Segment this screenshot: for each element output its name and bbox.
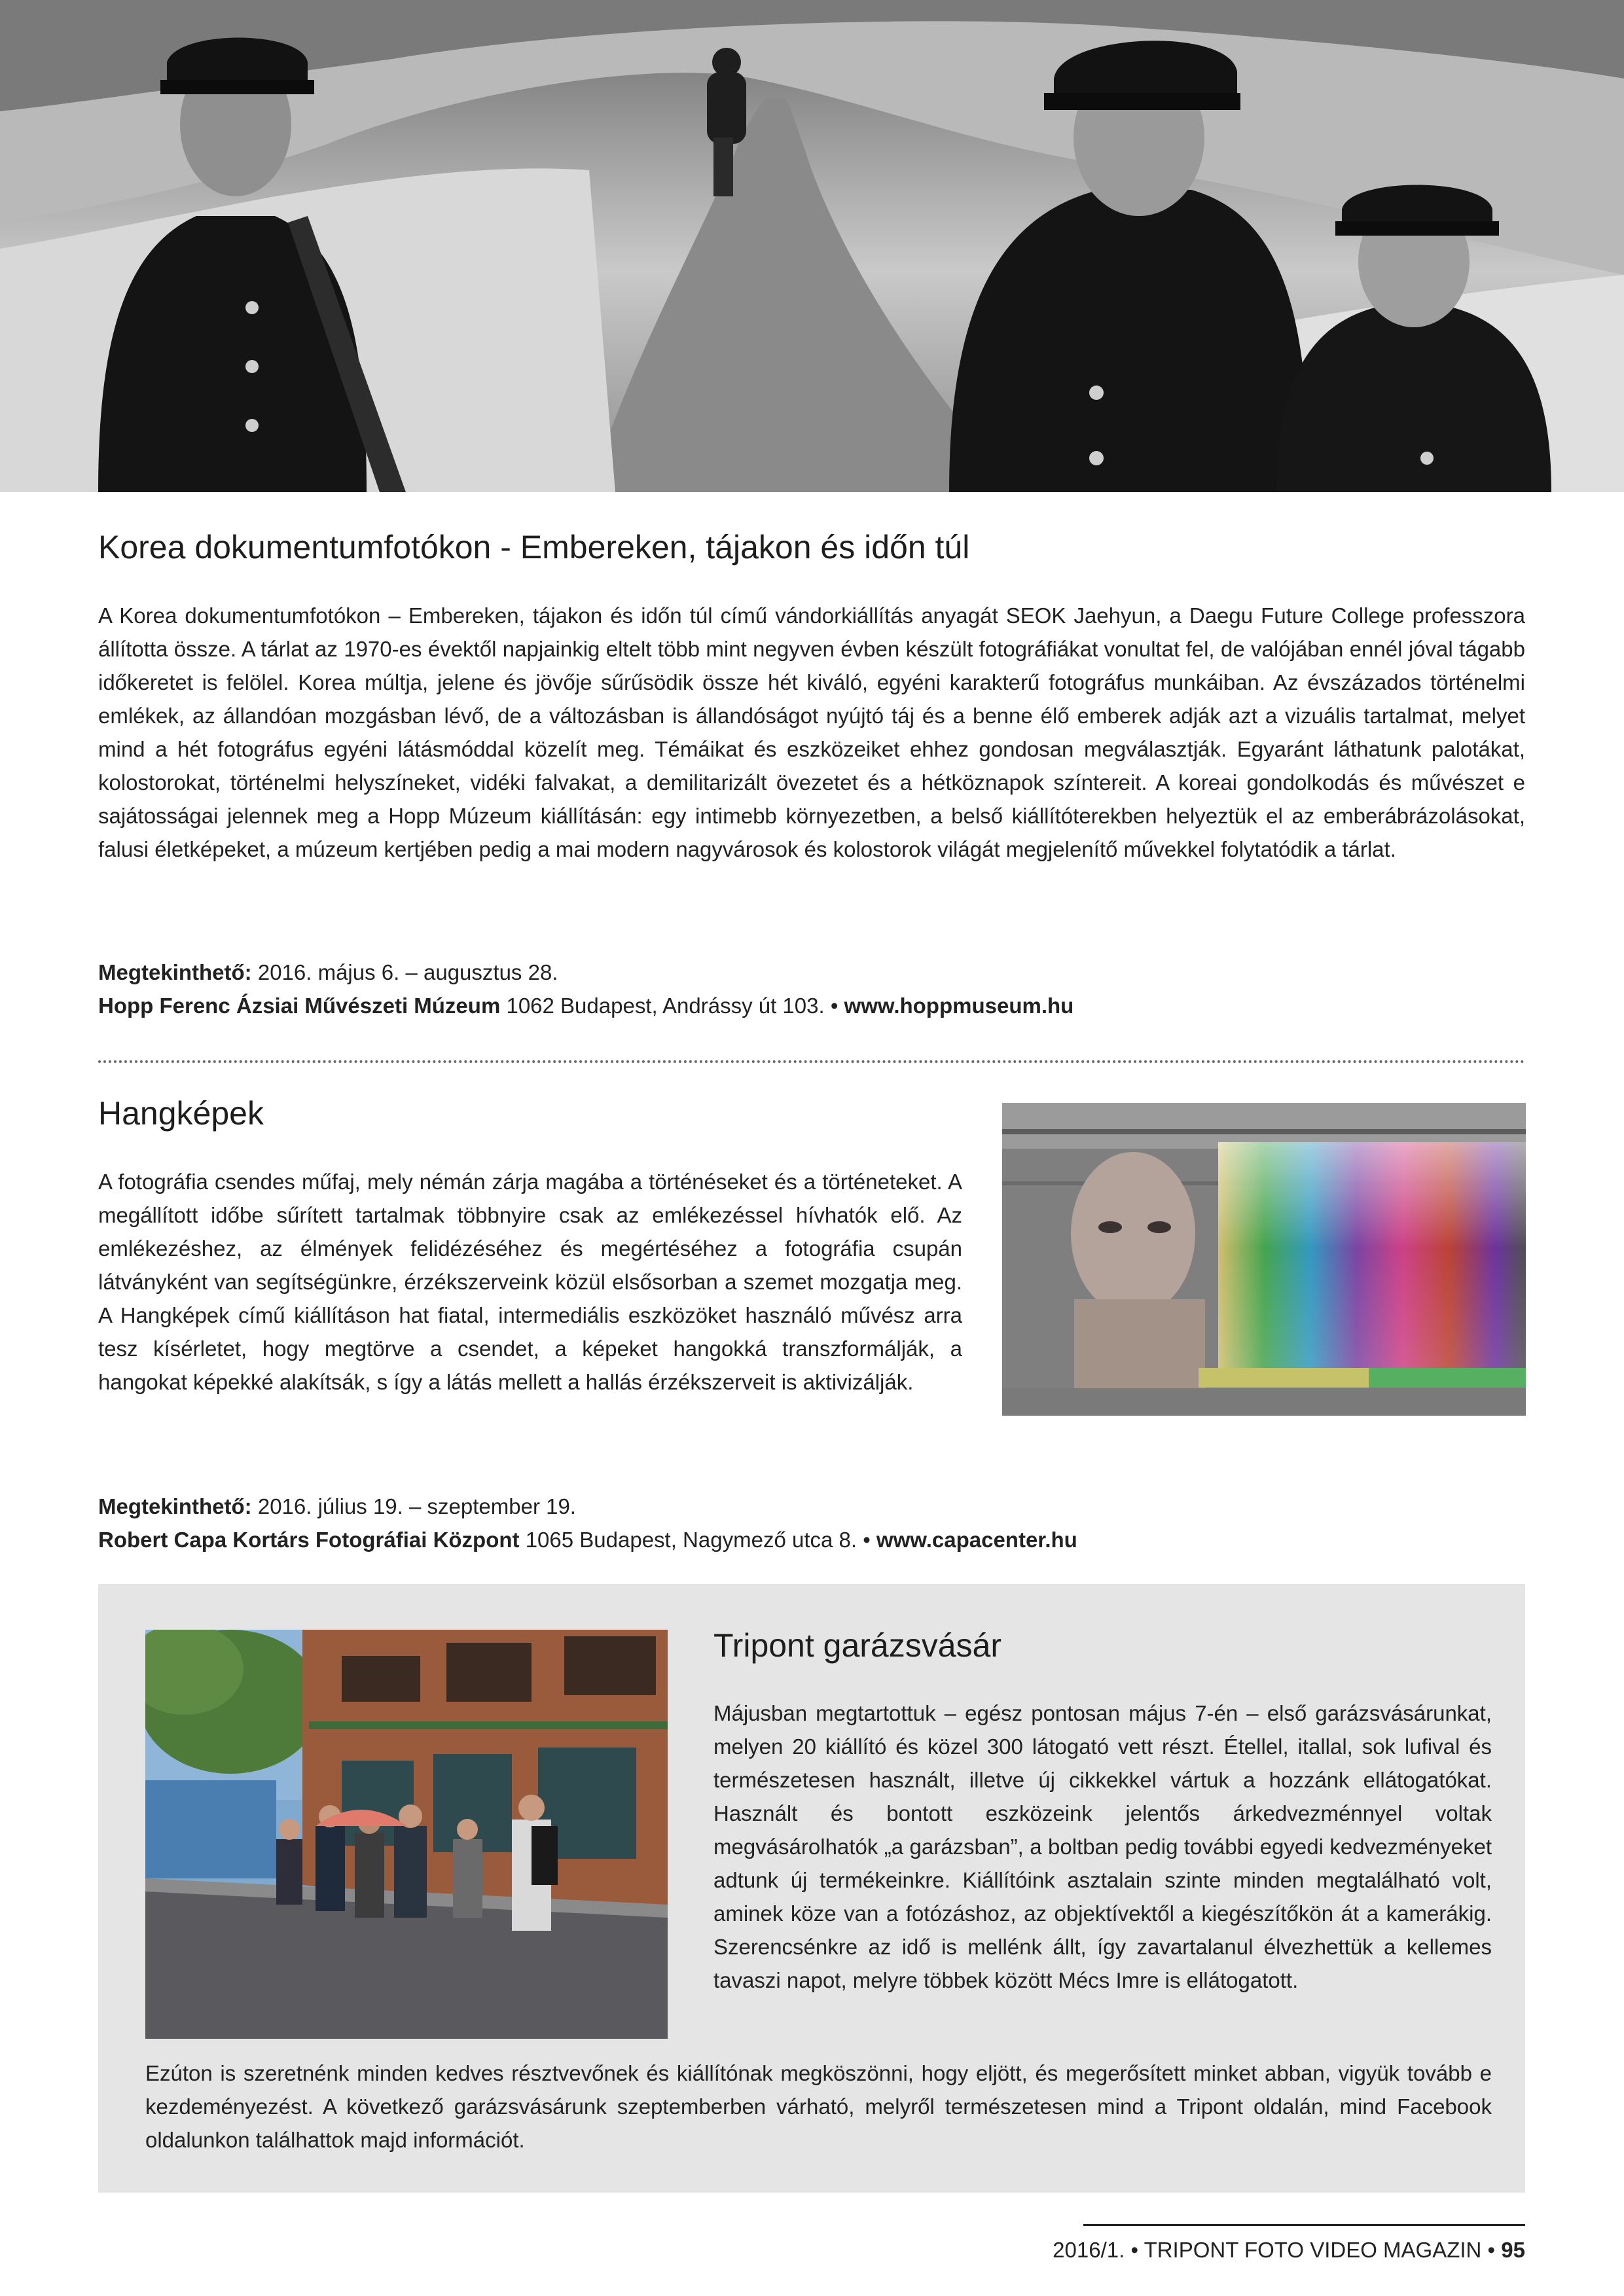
article-title-korea: Korea dokumentumfotókon - Embereken, tájakon és időn túl xyxy=(98,529,970,565)
venue-website-link[interactable]: www.hoppmuseum.hu xyxy=(844,994,1074,1018)
venue-address: 1062 Budapest, Andrássy út 103. • xyxy=(500,994,844,1018)
article-body-tripont: Májusban megtartottuk – egész pontosan május 7-én – első garázsvásárunkat, melyen 20 kiállító és közel 300 látogató vett részt. Étellel, itallal, sok lufival és természetesen használt, illetve új cikkekkel vártuk a hozzánk ellátogatókat. Használt és bontott eszközeink jelentős árkedvezménnyel voltak megvásárolhatók „a garázsban”, a boltban pedig további egyedi kedvezményeket adtunk új termékeinkre. Kiállítóink asztalain szinte minden megtalálható volt, aminek köze van a fotózáshoz, az objektívektől a kiegészítőkön át a kamerákig. Szerencsénkre az idő is mellénk állt, így zavartalanul élvezhettük a kellemes tavaszi napot, melyre többek között Mécs Imre is ellátogatott. xyxy=(713,1701,1492,1992)
footer-rule xyxy=(1083,2224,1525,2226)
venue-name: Hopp Ferenc Ázsiai Művészeti Múzeum xyxy=(98,994,501,1018)
article-title-hangkepek: Hangképek xyxy=(98,1095,264,1132)
hero-photo xyxy=(0,0,1624,492)
venue-name: Robert Capa Kortárs Fotográfiai Központ xyxy=(98,1528,520,1552)
article-title-tripont: Tripont garázsvásár xyxy=(713,1627,1001,1664)
venue-website-link[interactable]: www.capacenter.hu xyxy=(876,1528,1077,1552)
venue-address: 1065 Budapest, Nagymező utca 8. • xyxy=(519,1528,876,1552)
garage-sale-photo xyxy=(145,1630,668,2039)
article-body-hangkepek: A fotográfia csendes műfaj, mely némán zárja magába a történéseket és a történeteket. A megállított időbe sűrített tartalmak többnyire csak az emlékezéssel hívhatók elő. Az emlékezéshez, az élmények felidézéséhez és megértéséhez a fotográfia csupán látványként van segítségünkre, érzékszerveink közül elsősorban a szemet mozgatja meg. A Hangképek című kiállításon hat fiatal, intermediális eszközöket használó művész arra tesz kísérletet, hogy megtörve a csendet, a képeket hangokká transzformálják, a hangokat képekké alakítsák, s így a látás mellett a hallás érzékszerveit is aktivizálják. xyxy=(98,1170,962,1394)
page-number: 95 xyxy=(1501,2238,1525,2262)
exhibition-dates: 2016. július 19. – szeptember 19. xyxy=(251,1494,576,1518)
dates-label: Megtekinthető: xyxy=(98,1494,252,1518)
page-footer xyxy=(1047,2236,1525,2265)
issue-label: 2016/1. • TRIPONT FOTO VIDEO MAGAZIN • xyxy=(1053,2238,1502,2262)
exhibition-dates: 2016. május 6. – augusztus 28. xyxy=(251,960,558,984)
article-info-hangkepek xyxy=(98,1490,1525,1556)
article-body-tripont-tail: Ezúton is szeretnénk minden kedves résztvevőnek és kiállítónak megköszönni, hogy eljött, és megerősített minket abban, vigyük tovább e kezdeményezést. A következő garázsvásárunk szeptemberben várható, melyről természetesen mind a Tripont oldalán, mind Facebook oldalunkon találhattok majd információt. xyxy=(145,2061,1492,2152)
article-body-korea: A Korea dokumentumfotókon – Embereken, tájakon és időn túl című vándorkiállítás anyagát SEOK Jaehyun, a Daegu Future College professzora állította össze. A tárlat az 1970-es évektől napjainkig eltelt több mint negyven évben készült fotográfiákat vonultat fel, de valójában ennél jóval tágabb időkeretet is felölel. Korea múltja, jelene és jövője sűrűsödik össze hét kiváló, egyéni karakterű fotográfus munkáiban. Az évszázados történelmi emlékek, az állandóan mozgásban lévő, de a változásban is állandóságot nyújtó táj és a benne élő emberek adják azt a vizuális tartalmat, melyet mind a hét fotográfus egyéni látásmóddal közelít meg. Témáikat és eszközeiket ehhez gondosan megválasztják. Egyaránt láthatunk palotákat, kolostorokat, történelmi helyszíneket, vidéki falvakat, a demilitarizált övezetet és a hétköznapok színtereit. A koreai gondolkodás és művészet e sajátosságai jelennek meg a Hopp Múzeum kiállításán: egy intimebb környezetben, a belső kiállítóterekben helyeztük el az emberábrázolásokat, falusi életképeket, a múzeum kertjében pedig a mai modern nagyvárosok és kolostorok világát megjelenítő művekkel folytatódik a tárlat. xyxy=(98,603,1525,861)
section-divider xyxy=(98,1060,1525,1063)
article-info-korea xyxy=(98,956,1525,1022)
hangkepek-photo xyxy=(1002,1103,1526,1416)
dates-label: Megtekinthető: xyxy=(98,960,252,984)
